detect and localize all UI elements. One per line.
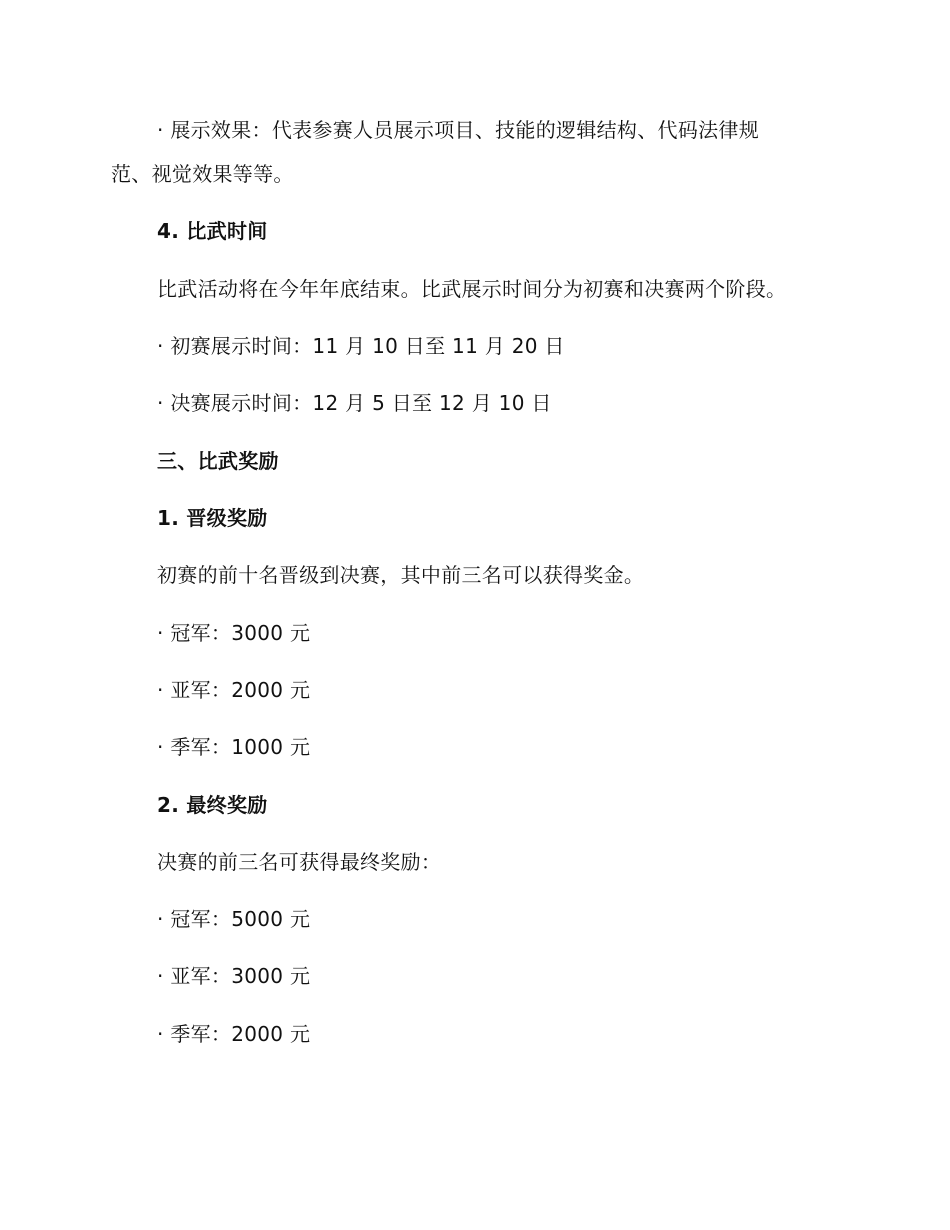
bullet-display-effect-line2: 范、视觉效果等等。 (111, 162, 294, 186)
sub1-third-bullet: · 季军：1000 元 (157, 735, 311, 759)
section4-heading: 4. 比武时间 (157, 219, 268, 243)
part3-heading: 三、比武奖励 (157, 449, 279, 473)
sub2-champion-bullet: · 冠军：5000 元 (157, 907, 311, 931)
sub1-paragraph: 初赛的前十名晋级到决赛，其中前三名可以获得奖金。 (157, 563, 645, 587)
preliminary-time-bullet: · 初赛展示时间：11 月 10 日至 11 月 20 日 (157, 334, 565, 358)
sub1-runnerup-bullet: · 亚军：2000 元 (157, 678, 311, 702)
sub1-champion-bullet: · 冠军：3000 元 (157, 621, 311, 645)
sub2-third-bullet: · 季军：2000 元 (157, 1022, 311, 1046)
sub2-paragraph: 决赛的前三名可获得最终奖励： (157, 850, 442, 874)
section4-paragraph: 比武活动将在今年年底结束。比武展示时间分为初赛和决赛两个阶段。 (157, 277, 787, 301)
sub2-heading: 2. 最终奖励 (157, 793, 268, 817)
sub1-heading: 1. 晋级奖励 (157, 506, 268, 530)
final-time-bullet: · 决赛展示时间：12 月 5 日至 12 月 10 日 (157, 391, 552, 415)
bullet-display-effect-line1: · 展示效果：代表参赛人员展示项目、技能的逻辑结构、代码法律规 (157, 118, 760, 142)
sub2-runnerup-bullet: · 亚军：3000 元 (157, 964, 311, 988)
